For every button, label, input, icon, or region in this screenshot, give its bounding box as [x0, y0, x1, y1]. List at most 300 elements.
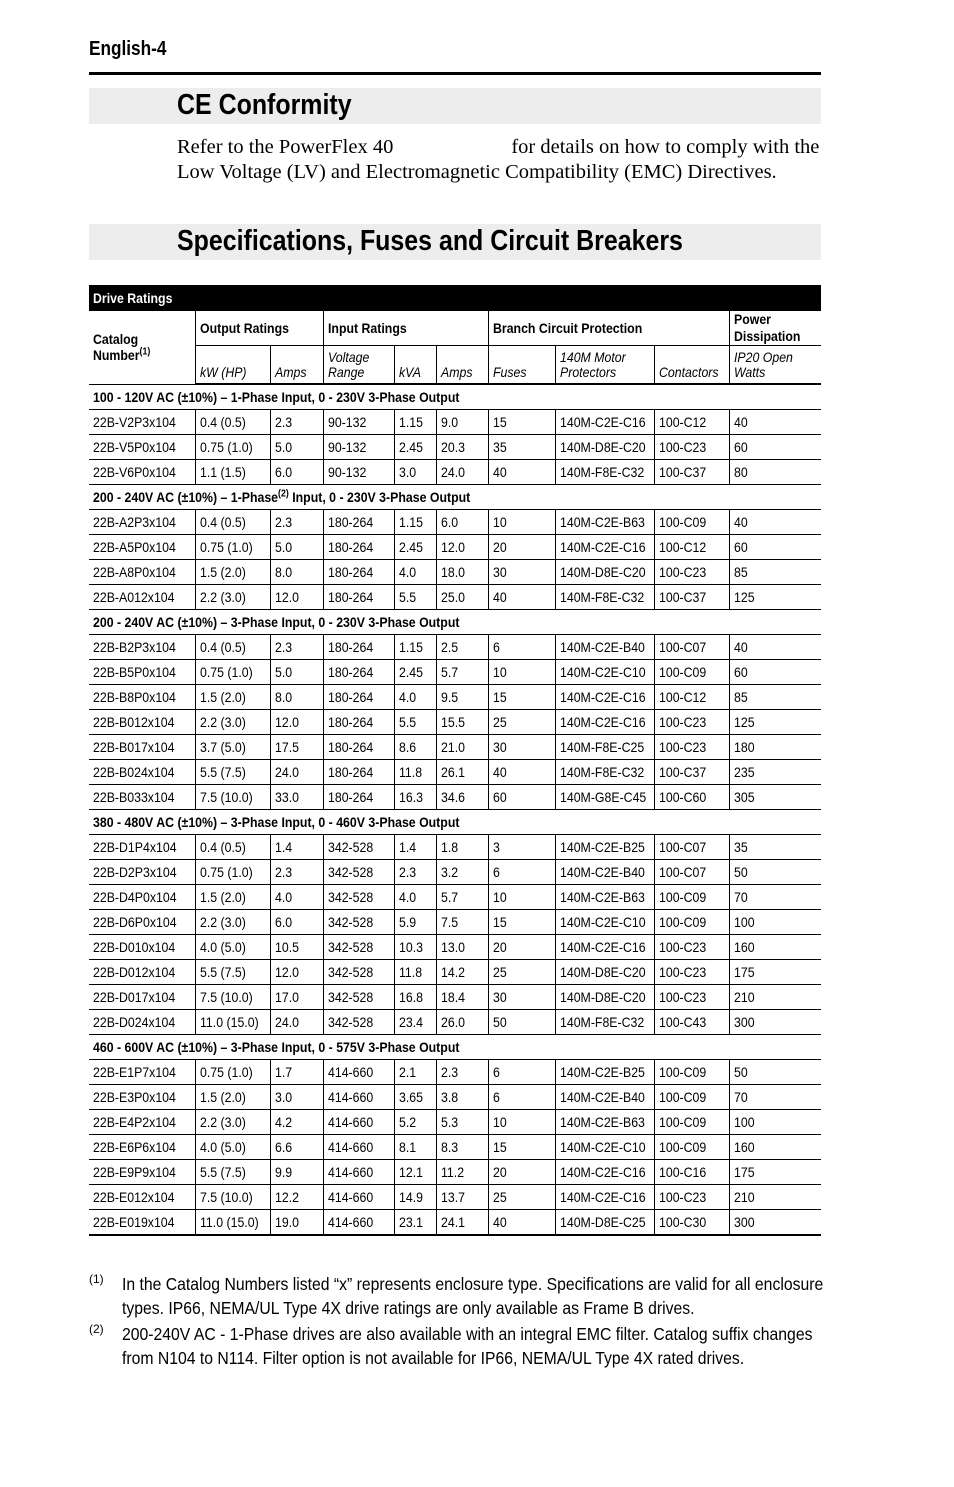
- fuses-value: 25: [492, 964, 507, 980]
- motor-protector-value: 140M-G8E-C45: [559, 789, 646, 805]
- amps-out-value: 12.0: [274, 589, 299, 605]
- amps-in-value: 13.0: [440, 939, 465, 955]
- amps-out-cell: [270, 585, 323, 610]
- ce-body-text: [177, 135, 821, 185]
- kw-hp-cell: [195, 1135, 270, 1160]
- voltage-range-value: 414-660: [327, 1064, 373, 1080]
- amps-out-value: 9.9: [274, 1164, 292, 1180]
- kw-hp-value: 3.7 (5.0): [199, 739, 246, 755]
- voltage-section-row: [89, 810, 821, 835]
- voltage-range-value: 180-264: [327, 589, 373, 605]
- contactor-cell: [654, 510, 729, 535]
- amps-in-cell: [436, 410, 488, 435]
- watts-cell: [729, 760, 821, 785]
- catalog-number-value: 22B-D010x104: [93, 939, 176, 955]
- motor-protector-cell: [555, 685, 654, 710]
- fuses-value: 60: [492, 789, 507, 805]
- contactor-cell: [654, 960, 729, 985]
- kw-hp-value: 1.5 (2.0): [199, 689, 246, 705]
- contactor-value: 100-C09: [658, 889, 706, 905]
- table-row: [89, 1110, 821, 1135]
- watts-cell: [729, 1085, 821, 1110]
- kw-hp-value: 2.2 (3.0): [199, 1114, 246, 1130]
- kva-value: 4.0: [398, 689, 416, 705]
- amps-out-value: 8.0: [274, 564, 292, 580]
- amps-out-value: 17.5: [274, 739, 299, 755]
- catalog-number-value: 22B-D6P0x104: [93, 914, 177, 930]
- fuses-value: 40: [492, 464, 507, 480]
- voltage-range-header: [323, 346, 394, 385]
- footnote-1: [89, 1272, 829, 1320]
- kva-value: 2.45: [398, 539, 423, 555]
- fuses-value: 15: [492, 689, 507, 705]
- voltage-range-cell: [323, 1135, 394, 1160]
- power-dissipation-text: Power Dissipation: [733, 311, 800, 344]
- amps-in-value: 11.2: [440, 1164, 464, 1180]
- table-title: [89, 285, 821, 311]
- kva-cell: [394, 835, 436, 860]
- voltage-range-cell: [323, 560, 394, 585]
- motor-protector-value: 140M-C2E-C16: [559, 714, 646, 730]
- amps-out-value: 4.2: [274, 1114, 292, 1130]
- amps-out-value: 2.3: [274, 414, 292, 430]
- kw-hp-value: 0.75 (1.0): [199, 664, 253, 680]
- fuses-value: 15: [492, 914, 507, 930]
- amps-in-cell: [436, 635, 488, 660]
- kw-hp-cell: [195, 910, 270, 935]
- input-ratings-text: Input Ratings: [327, 320, 407, 336]
- amps-in-value: 20.3: [440, 439, 465, 455]
- voltage-range-cell: [323, 735, 394, 760]
- motor-protector-cell: [555, 460, 654, 485]
- footnote-1-text: In the Catalog Numbers listed “x” represents enclosure type. Specifications are valid for all enclosure types. IP66, NEMA/UL Type 4X drive ratings are only available as Frame B drives.: [122, 1274, 824, 1318]
- section-label-text: 200 - 240V AC (±10%) – 3-Phase Input, 0 - 230V 3-Phase Output: [93, 614, 460, 630]
- catalog-number-value: 22B-E012x104: [93, 1189, 175, 1205]
- watts-cell: [729, 510, 821, 535]
- group-header-row: [89, 311, 821, 346]
- voltage-section-row: [89, 485, 821, 510]
- motor-protector-cell: [555, 435, 654, 460]
- amps-in-value: 7.5: [440, 914, 458, 930]
- contactor-cell: [654, 935, 729, 960]
- voltage-range-value: 180-264: [327, 564, 373, 580]
- motor-protector-cell: [555, 1185, 654, 1210]
- motor-protector-cell: [555, 985, 654, 1010]
- voltage-section-text: [93, 814, 459, 830]
- watts-cell: [729, 435, 821, 460]
- motor-protector-cell: [555, 710, 654, 735]
- contactor-value: 100-C16: [658, 1164, 706, 1180]
- amps-in-value: 25.0: [440, 589, 465, 605]
- fuses-cell: [488, 1060, 555, 1085]
- contactor-cell: [654, 410, 729, 435]
- catalog-number-value: 22B-E9P9x104: [93, 1164, 176, 1180]
- amps-in-value: 5.7: [440, 664, 458, 680]
- motor-protector-value: 140M-C2E-C16: [559, 1164, 646, 1180]
- kva-cell: [394, 1210, 436, 1236]
- section-label-text: Input, 0 - 230V 3-Phase Output: [288, 489, 471, 505]
- voltage-range-cell: [323, 760, 394, 785]
- amps-in-value: 24.0: [440, 464, 465, 480]
- amps-out-value: 12.2: [274, 1189, 299, 1205]
- fuses-cell: [488, 685, 555, 710]
- voltage-range-value: 414-660: [327, 1089, 373, 1105]
- watts-cell: [729, 910, 821, 935]
- amps-out-cell: [270, 885, 323, 910]
- motor-protector-cell: [555, 585, 654, 610]
- table-row: [89, 760, 821, 785]
- fuses-value: 15: [492, 1139, 507, 1155]
- kw-hp-cell: [195, 835, 270, 860]
- catalog-number-cell: [89, 785, 195, 810]
- catalog-number-value: 22B-D017x104: [93, 989, 176, 1005]
- kva-cell: [394, 1010, 436, 1035]
- motor-protector-cell: [555, 910, 654, 935]
- catalog-number-cell: [89, 1210, 195, 1236]
- kva-value: 2.45: [398, 664, 423, 680]
- catalog-number-value: 22B-D4P0x104: [93, 889, 177, 905]
- motor-protector-cell: [555, 535, 654, 560]
- amps-out-cell: [270, 835, 323, 860]
- voltage-range-value: 414-660: [327, 1114, 373, 1130]
- amps-out-value: 5.0: [274, 439, 292, 455]
- section-footnote-mark: (2): [278, 488, 289, 500]
- catalog-footnote-mark: (1): [139, 346, 151, 358]
- fuses-value: 25: [492, 714, 507, 730]
- kw-hp-cell: [195, 660, 270, 685]
- table-row: [89, 1135, 821, 1160]
- amps-out-cell: [270, 560, 323, 585]
- amps-in-cell: [436, 1160, 488, 1185]
- kw-hp-text: kW (HP): [199, 364, 247, 380]
- kva-value: 5.5: [398, 714, 416, 730]
- kva-cell: [394, 1135, 436, 1160]
- watts-value: 305: [733, 789, 755, 805]
- fuses-text: Fuses: [492, 364, 527, 380]
- branch-circuit-protection-header: [488, 311, 729, 346]
- voltage-range-cell: [323, 935, 394, 960]
- amps-in-cell: [436, 435, 488, 460]
- catalog-number-value: 22B-B024x104: [93, 764, 175, 780]
- kva-value: 12.1: [398, 1164, 423, 1180]
- contactor-cell: [654, 1085, 729, 1110]
- catalog-number-cell: [89, 760, 195, 785]
- watts-cell: [729, 735, 821, 760]
- table-row: [89, 860, 821, 885]
- contactor-cell: [654, 760, 729, 785]
- voltage-section-label: [89, 810, 821, 835]
- motor-protector-cell: [555, 785, 654, 810]
- contactor-value: 100-C07: [658, 864, 706, 880]
- ce-text-part1: Refer to the PowerFlex 40: [177, 136, 394, 158]
- amps-in-value: 5.3: [440, 1114, 458, 1130]
- amps-out-value: 3.0: [274, 1089, 292, 1105]
- output-ratings-header: [195, 311, 323, 346]
- header-rule: [89, 72, 821, 75]
- kw-hp-cell: [195, 785, 270, 810]
- voltage-range-cell: [323, 1060, 394, 1085]
- kva-cell: [394, 1110, 436, 1135]
- fuses-cell: [488, 735, 555, 760]
- contactor-value: 100-C09: [658, 1139, 706, 1155]
- amps-out-value: 4.0: [274, 889, 292, 905]
- amps-in-cell: [436, 585, 488, 610]
- amps-in-cell: [436, 960, 488, 985]
- watts-value: 100: [733, 1114, 755, 1130]
- contactor-value: 100-C09: [658, 1114, 706, 1130]
- amps-in-value: 24.1: [440, 1214, 465, 1230]
- motor-protector-value: 140M-C2E-B25: [559, 839, 645, 855]
- kva-value: 11.8: [398, 964, 422, 980]
- catalog-number-cell: [89, 1160, 195, 1185]
- power-dissipation-header: [729, 311, 821, 346]
- voltage-range-cell: [323, 885, 394, 910]
- amps-in-cell: [436, 785, 488, 810]
- kva-cell: [394, 510, 436, 535]
- kw-hp-cell: [195, 935, 270, 960]
- motor-protector-value: 140M-F8E-C32: [559, 764, 644, 780]
- voltage-range-cell: [323, 1085, 394, 1110]
- watts-value: 50: [733, 1064, 748, 1080]
- amps-out-value: 6.0: [274, 914, 292, 930]
- voltage-range-value: 90-132: [327, 439, 366, 455]
- watts-value: 35: [733, 839, 748, 855]
- amps-out-cell: [270, 1085, 323, 1110]
- watts-value: 40: [733, 414, 748, 430]
- amps-out-value: 17.0: [274, 989, 299, 1005]
- motor-protector-cell: [555, 835, 654, 860]
- amps-in-cell: [436, 835, 488, 860]
- contactor-value: 100-C60: [658, 789, 706, 805]
- fuses-value: 40: [492, 589, 507, 605]
- kw-hp-value: 0.4 (0.5): [199, 414, 246, 430]
- voltage-range-cell: [323, 1160, 394, 1185]
- amps-out-cell: [270, 660, 323, 685]
- watts-cell: [729, 1010, 821, 1035]
- kw-hp-cell: [195, 560, 270, 585]
- kva-cell: [394, 910, 436, 935]
- kw-hp-cell: [195, 860, 270, 885]
- kw-hp-value: 4.0 (5.0): [199, 1139, 246, 1155]
- motor-protector-value: 140M-D8E-C25: [559, 1214, 646, 1230]
- kva-cell: [394, 710, 436, 735]
- catalog-number-value: 22B-B033x104: [93, 789, 175, 805]
- watts-cell: [729, 635, 821, 660]
- motor-protector-cell: [555, 635, 654, 660]
- amps-out-cell: [270, 685, 323, 710]
- amps-out-cell: [270, 1160, 323, 1185]
- contactor-cell: [654, 910, 729, 935]
- watts-value: 160: [733, 939, 755, 955]
- amps-in-value: 12.0: [440, 539, 465, 555]
- amps-in-value: 3.2: [440, 864, 458, 880]
- watts-cell: [729, 1185, 821, 1210]
- motor-protector-value: 140M-D8E-C20: [559, 964, 646, 980]
- catalog-number-value: 22B-B017x104: [93, 739, 175, 755]
- kva-cell: [394, 885, 436, 910]
- voltage-range-cell: [323, 635, 394, 660]
- table-row: [89, 560, 821, 585]
- kva-value: 16.3: [398, 789, 423, 805]
- voltage-range-value: 180-264: [327, 664, 373, 680]
- fuses-value: 10: [492, 889, 507, 905]
- kva-value: 11.8: [398, 764, 422, 780]
- voltage-section-row: [89, 610, 821, 635]
- kva-value: 2.3: [398, 864, 416, 880]
- footnotes: [89, 1272, 829, 1372]
- voltage-range-value: 342-528: [327, 839, 373, 855]
- voltage-range-cell: [323, 535, 394, 560]
- table-title-text: Drive Ratings: [93, 290, 173, 306]
- amps-in-value: 26.1: [440, 764, 465, 780]
- kw-hp-cell: [195, 635, 270, 660]
- voltage-range-value: 90-132: [327, 414, 366, 430]
- amps-in-cell: [436, 1185, 488, 1210]
- catalog-number-cell: [89, 635, 195, 660]
- kva-cell: [394, 635, 436, 660]
- watts-cell: [729, 710, 821, 735]
- catalog-number-cell: [89, 910, 195, 935]
- kva-cell: [394, 960, 436, 985]
- catalog-number-cell: [89, 1185, 195, 1210]
- fuses-cell: [488, 985, 555, 1010]
- watts-value: 40: [733, 514, 748, 530]
- watts-cell: [729, 460, 821, 485]
- motor-protector-value: 140M-C2E-C16: [559, 689, 646, 705]
- catalog-number-value: 22B-V2P3x104: [93, 414, 176, 430]
- amps-in-cell: [436, 735, 488, 760]
- voltage-range-value: 342-528: [327, 864, 373, 880]
- amps-in-text: Amps: [440, 364, 473, 380]
- footnote-2-text: 200-240V AC - 1-Phase drives are also available with an integral EMC filter. Catalog suffix changes from N104 to N114. Filter option is not available for IP66, NEMA/UL Type 4X rated drives.: [122, 1324, 813, 1368]
- voltage-range-value: 180-264: [327, 714, 373, 730]
- voltage-range-value: 342-528: [327, 914, 373, 930]
- table-row: [89, 660, 821, 685]
- amps-in-value: 21.0: [440, 739, 465, 755]
- motor-protector-cell: [555, 410, 654, 435]
- fuses-value: 40: [492, 1214, 507, 1230]
- catalog-number-header-text: [93, 331, 172, 363]
- kw-hp-value: 7.5 (10.0): [199, 789, 253, 805]
- amps-in-cell: [436, 985, 488, 1010]
- kw-hp-cell: [195, 985, 270, 1010]
- amps-out-value: 5.0: [274, 664, 292, 680]
- contactor-value: 100-C23: [658, 964, 706, 980]
- voltage-range-value: 414-660: [327, 1189, 373, 1205]
- kva-value: 3.0: [398, 464, 416, 480]
- contactor-value: 100-C37: [658, 589, 706, 605]
- catalog-number-value: 22B-A2P3x104: [93, 514, 176, 530]
- catalog-number-cell: [89, 560, 195, 585]
- motor-protectors-text: 140M Motor Protectors: [559, 349, 626, 380]
- kw-hp-cell: [195, 1110, 270, 1135]
- watts-cell: [729, 885, 821, 910]
- kva-cell: [394, 585, 436, 610]
- amps-out-cell: [270, 1185, 323, 1210]
- watts-cell: [729, 535, 821, 560]
- catalog-number-cell: [89, 860, 195, 885]
- table-row: [89, 885, 821, 910]
- watts-value: 85: [733, 564, 748, 580]
- amps-in-cell: [436, 660, 488, 685]
- kva-cell: [394, 410, 436, 435]
- kw-hp-cell: [195, 1160, 270, 1185]
- motor-protector-value: 140M-F8E-C32: [559, 1014, 644, 1030]
- fuses-value: 25: [492, 1189, 507, 1205]
- table-row: [89, 960, 821, 985]
- fuses-cell: [488, 585, 555, 610]
- kw-hp-value: 5.5 (7.5): [199, 964, 246, 980]
- voltage-range-value: 342-528: [327, 989, 373, 1005]
- amps-in-header: [436, 346, 488, 385]
- voltage-range-cell: [323, 1010, 394, 1035]
- section-label-text: 100 - 120V AC (±10%) – 1-Phase Input, 0 - 230V 3-Phase Output: [93, 389, 460, 405]
- amps-in-cell: [436, 685, 488, 710]
- kva-value: 1.15: [398, 414, 423, 430]
- amps-out-cell: [270, 1010, 323, 1035]
- footnote-2: [89, 1322, 829, 1370]
- kva-value: 8.6: [398, 739, 416, 755]
- amps-in-value: 26.0: [440, 1014, 465, 1030]
- catalog-number-cell: [89, 960, 195, 985]
- amps-out-cell: [270, 860, 323, 885]
- watts-cell: [729, 1160, 821, 1185]
- catalog-number-cell: [89, 1010, 195, 1035]
- fuses-header: [488, 346, 555, 385]
- motor-protector-value: 140M-F8E-C25: [559, 739, 644, 755]
- catalog-number-value: 22B-A012x104: [93, 589, 175, 605]
- kva-value: 10.3: [398, 939, 423, 955]
- watts-cell: [729, 935, 821, 960]
- voltage-range-value: 180-264: [327, 789, 373, 805]
- fuses-value: 40: [492, 764, 507, 780]
- motor-protector-value: 140M-C2E-C10: [559, 914, 646, 930]
- catalog-number-cell: [89, 885, 195, 910]
- watts-value: 210: [733, 1189, 755, 1205]
- table-row: [89, 1210, 821, 1236]
- amps-out-cell: [270, 1060, 323, 1085]
- amps-in-cell: [436, 1060, 488, 1085]
- motor-protector-cell: [555, 510, 654, 535]
- contactor-value: 100-C12: [658, 689, 706, 705]
- amps-in-value: 1.8: [440, 839, 458, 855]
- motor-protector-value: 140M-C2E-C10: [559, 1139, 646, 1155]
- amps-out-cell: [270, 1210, 323, 1236]
- watts-cell: [729, 785, 821, 810]
- voltage-range-value: 180-264: [327, 514, 373, 530]
- amps-out-cell: [270, 910, 323, 935]
- amps-out-cell: [270, 1110, 323, 1135]
- catalog-number-cell: [89, 1110, 195, 1135]
- catalog-number-value: 22B-V5P0x104: [93, 439, 176, 455]
- motor-protector-cell: [555, 935, 654, 960]
- voltage-range-value: 180-264: [327, 539, 373, 555]
- amps-in-cell: [436, 860, 488, 885]
- catalog-number-value: 22B-B012x104: [93, 714, 175, 730]
- voltage-range-cell: [323, 410, 394, 435]
- amps-out-value: 33.0: [274, 789, 299, 805]
- contactor-value: 100-C37: [658, 764, 706, 780]
- amps-in-cell: [436, 460, 488, 485]
- motor-protector-cell: [555, 560, 654, 585]
- contactor-cell: [654, 435, 729, 460]
- watts-value: 40: [733, 639, 748, 655]
- amps-in-cell: [436, 1110, 488, 1135]
- kw-hp-cell: [195, 535, 270, 560]
- voltage-section-text: [93, 389, 459, 405]
- amps-in-cell: [436, 935, 488, 960]
- amps-out-cell: [270, 535, 323, 560]
